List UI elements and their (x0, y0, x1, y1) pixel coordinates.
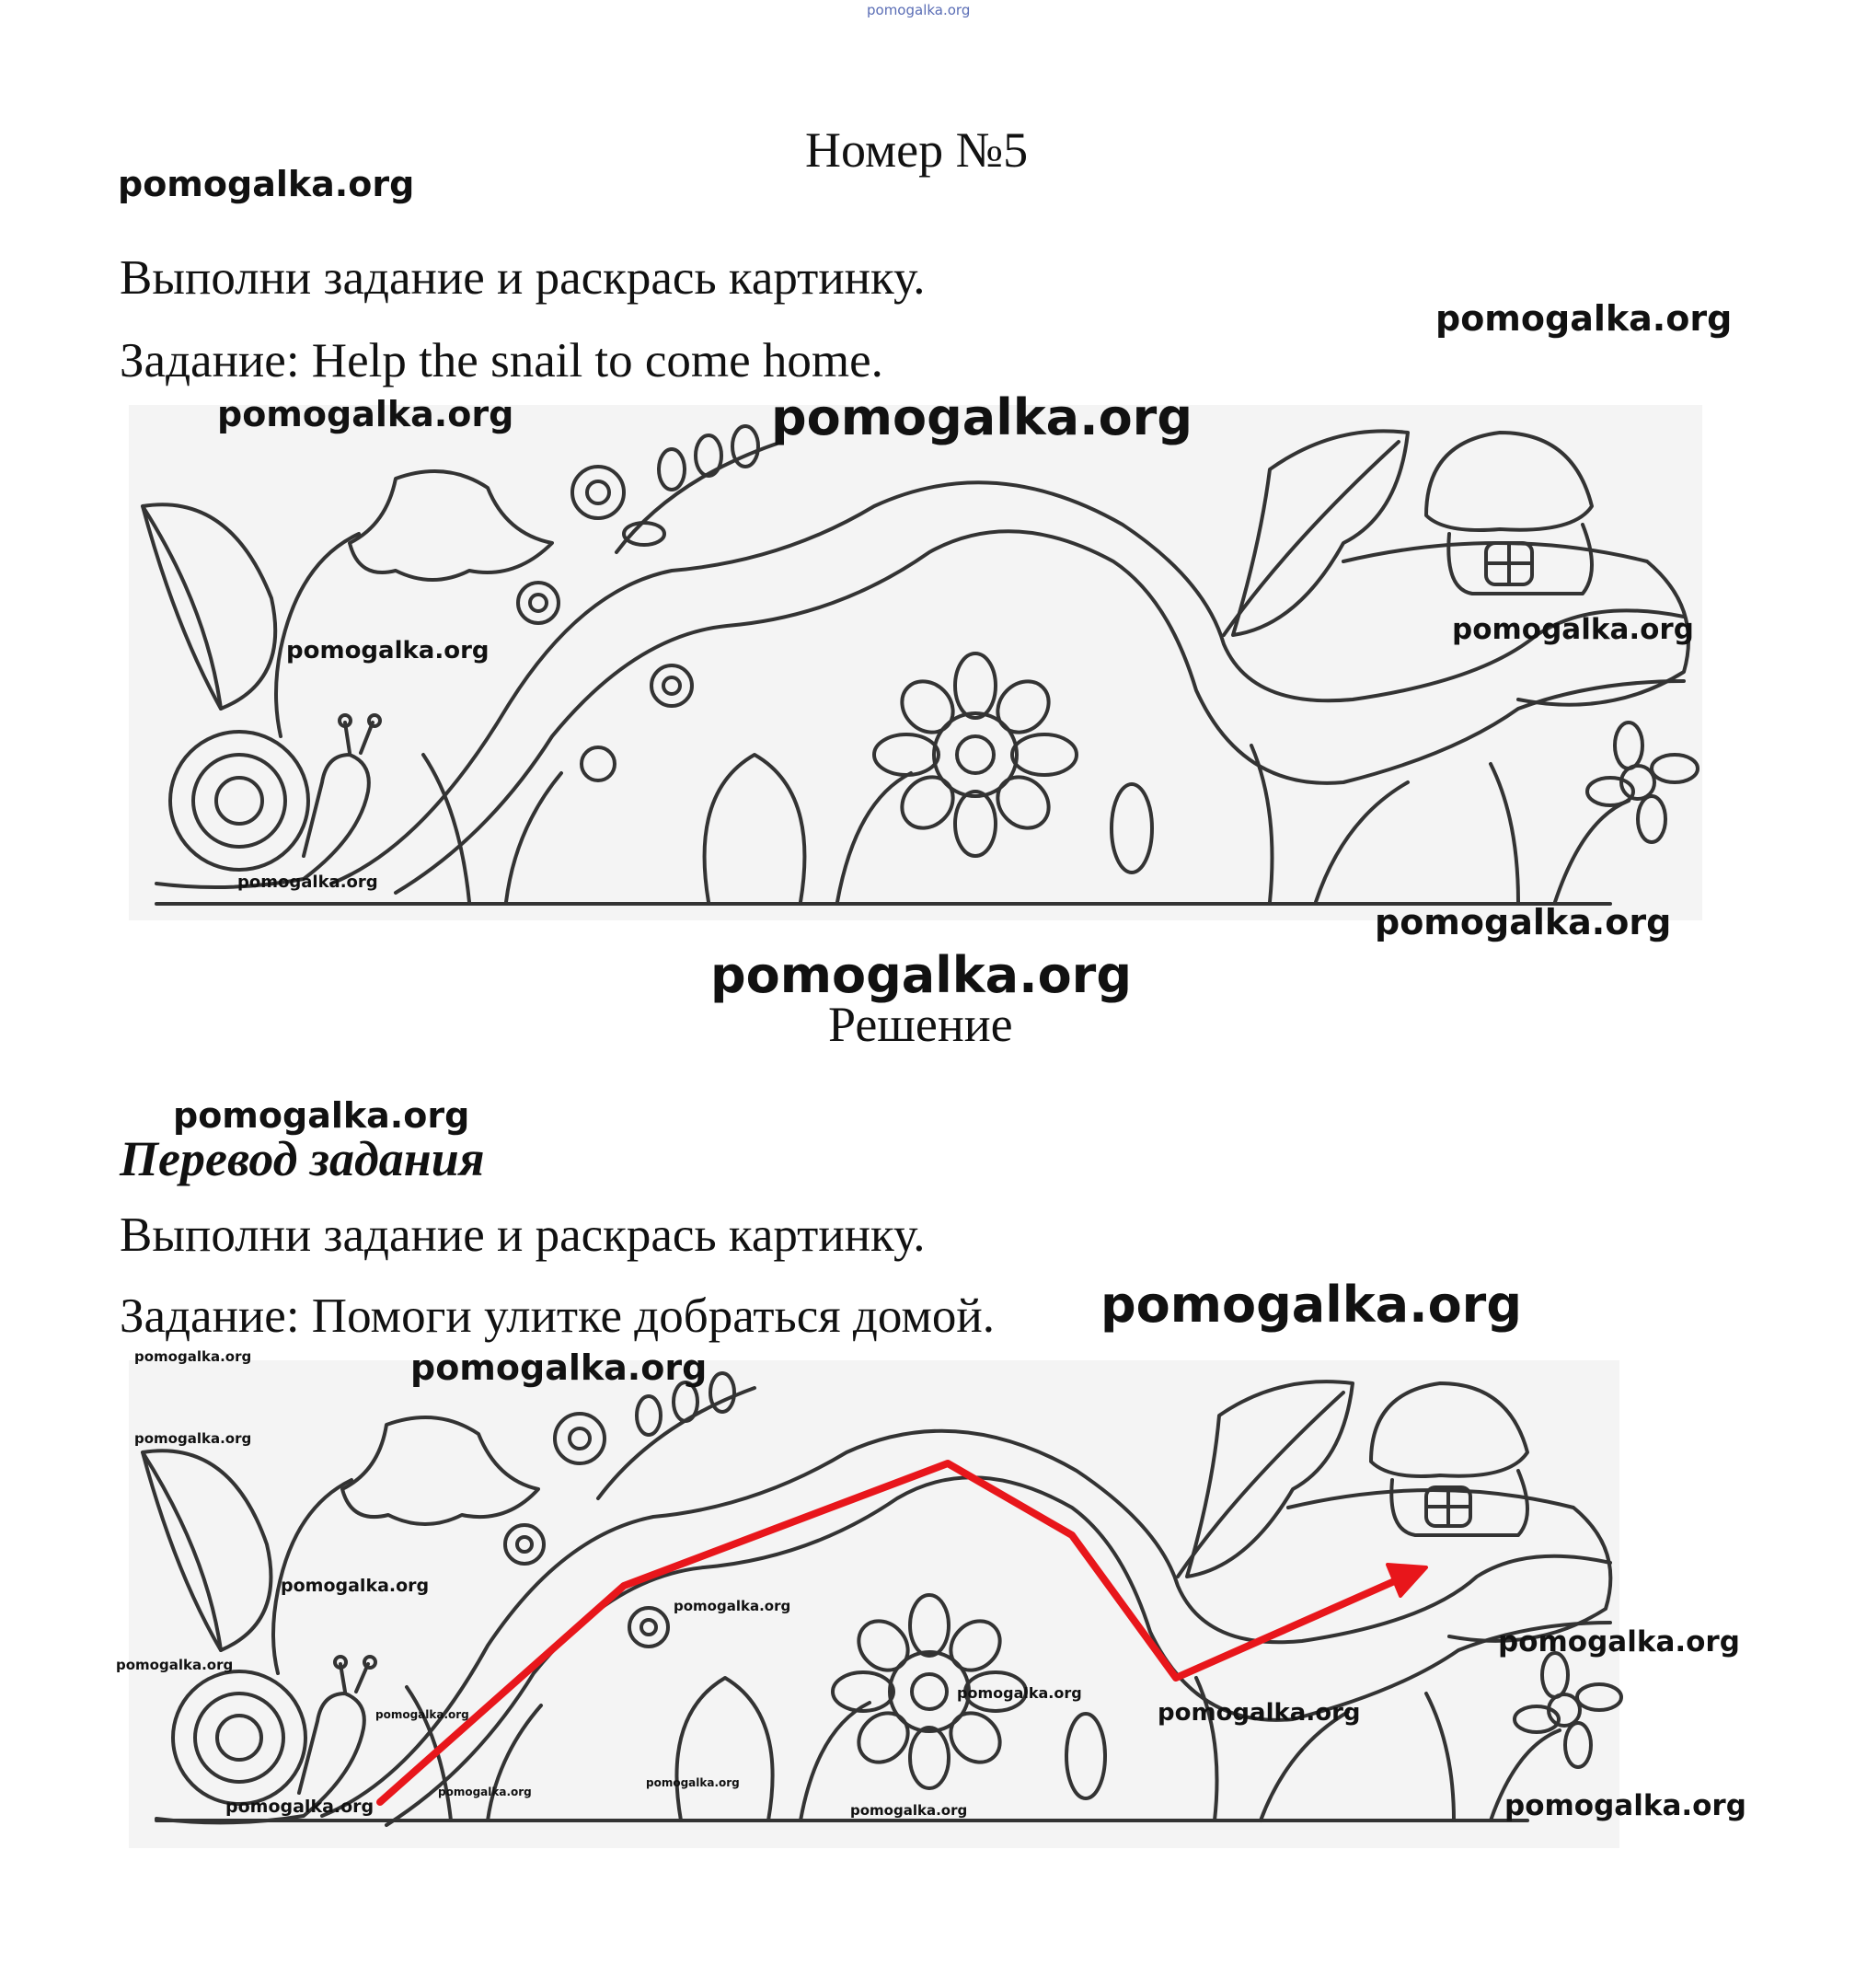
watermark: pomogalka.org (410, 1347, 708, 1388)
task-assignment: Задание: Help the snail to come home. (120, 334, 883, 387)
watermark: pomogalka.org (217, 394, 514, 434)
watermark: pomogalka.org (710, 946, 1132, 1004)
watermark: pomogalka.org (1498, 1625, 1740, 1659)
watermark: pomogalka.org (1452, 613, 1694, 646)
watermark: pomogalka.org (286, 637, 490, 665)
watermark: pomogalka.org (771, 388, 1192, 446)
watermark: pomogalka.org (1100, 1276, 1522, 1334)
solution-instruction: Выполни задание и раскрась картинку. (120, 1208, 926, 1262)
task-instruction: Выполни задание и раскрась картинку. (120, 251, 926, 305)
top-watermark: pomogalka.org (867, 2, 971, 18)
watermark: pomogalka.org (850, 1802, 968, 1819)
watermark: pomogalka.org (281, 1576, 430, 1596)
translation-heading: Перевод задания (120, 1131, 485, 1186)
watermark: pomogalka.org (237, 873, 378, 892)
watermark: pomogalka.org (173, 1095, 470, 1136)
watermark: pomogalka.org (134, 1430, 252, 1447)
solution-heading: Решение (828, 997, 1013, 1052)
watermark: pomogalka.org (957, 1684, 1082, 1702)
watermark: pomogalka.org (1435, 298, 1733, 339)
solution-illustration (120, 1360, 1629, 1857)
watermark: pomogalka.org (1375, 902, 1672, 942)
watermark: pomogalka.org (438, 1786, 532, 1798)
solution-assignment: Задание: Помоги улитке добраться домой. (120, 1289, 995, 1343)
watermark: pomogalka.org (134, 1348, 252, 1365)
watermark: pomogalka.org (118, 164, 415, 204)
watermark: pomogalka.org (1158, 1699, 1361, 1727)
watermark: pomogalka.org (225, 1797, 374, 1817)
watermark: pomogalka.org (674, 1598, 791, 1614)
page-title: Номер №5 (805, 122, 1029, 178)
watermark: pomogalka.org (375, 1708, 469, 1721)
watermark: pomogalka.org (116, 1657, 234, 1673)
watermark: pomogalka.org (646, 1776, 740, 1789)
watermark: pomogalka.org (1504, 1789, 1746, 1822)
